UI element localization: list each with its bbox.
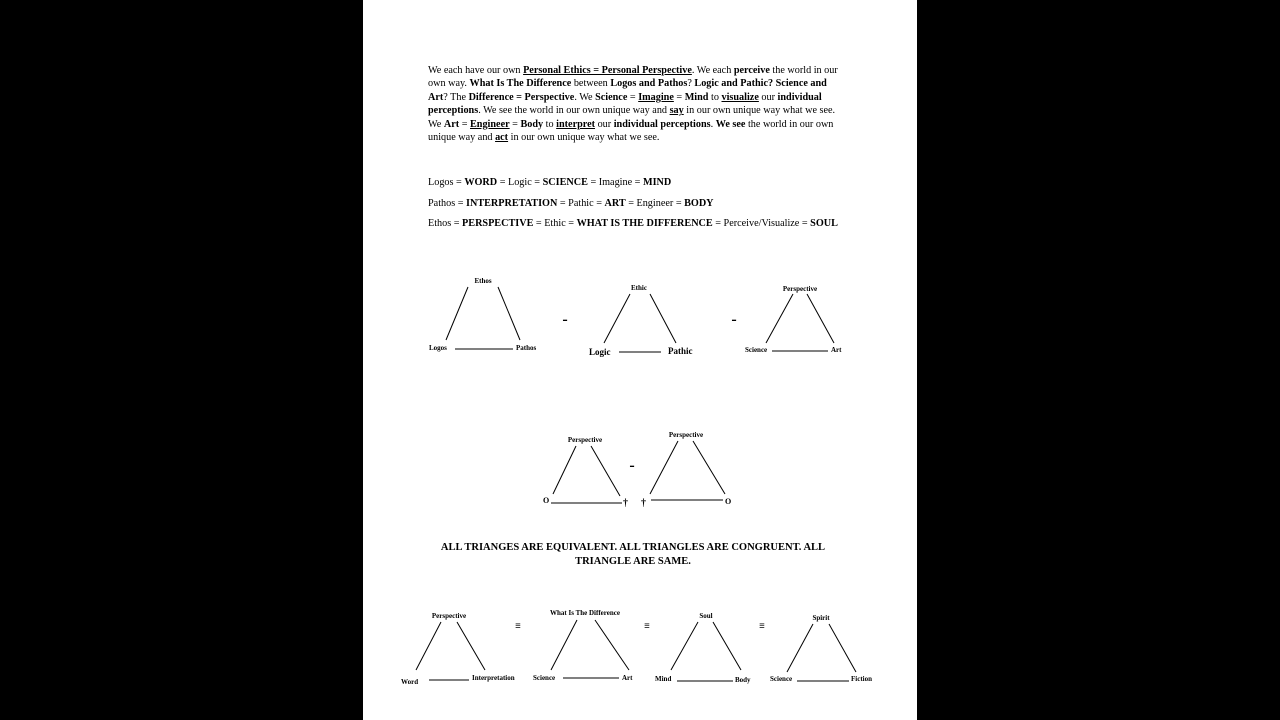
text-run: = bbox=[459, 118, 470, 130]
triangle-diagrams bbox=[363, 0, 917, 720]
vertex-label-top: Spirit bbox=[812, 614, 830, 622]
text-run: ? bbox=[687, 78, 695, 90]
separator-dash: - bbox=[629, 457, 635, 474]
text-run: Engineer bbox=[470, 118, 510, 130]
triangle-perspective-word-interpretation bbox=[401, 612, 515, 686]
text-run: . We bbox=[574, 91, 596, 103]
text-run: MIND bbox=[642, 177, 672, 188]
text-run: = Ethic = bbox=[533, 218, 577, 229]
triangle-ethic-logic-pathic bbox=[589, 284, 693, 357]
vertex-label-top: Ethos bbox=[474, 277, 492, 285]
separator-dash: - bbox=[562, 311, 568, 328]
text-run: the world in our own unique way and bbox=[428, 118, 834, 144]
text-run: ? The bbox=[443, 91, 469, 103]
text-run: perceive bbox=[733, 65, 770, 76]
text-run: BODY bbox=[684, 198, 714, 209]
vertex-label-right: Fiction bbox=[851, 675, 872, 683]
text-run: Art bbox=[443, 118, 460, 130]
vertex-label-top: What Is The Difference bbox=[550, 609, 620, 617]
text-run: We each have our own bbox=[428, 65, 524, 76]
text-run: say bbox=[669, 105, 684, 117]
text-run: Logic and Pathic? Science and Art bbox=[428, 78, 827, 103]
triangle-spirit-science-fiction bbox=[770, 614, 872, 683]
text-run: the world in our own way. bbox=[428, 65, 838, 90]
triangle-perspective-cross-o bbox=[641, 431, 731, 509]
vertex-label-top: Perspective bbox=[567, 436, 603, 444]
text-run: visualize bbox=[721, 91, 759, 103]
text-run: PERSPECTIVE bbox=[462, 218, 534, 229]
text-run: What Is The Difference bbox=[469, 78, 572, 90]
vertex-label-left: Logos bbox=[429, 344, 447, 352]
vertex-label-top: Perspective bbox=[431, 612, 467, 620]
separator-equivalent: ≡ bbox=[515, 621, 521, 632]
text-run: = Imagine = bbox=[587, 177, 643, 188]
triangle-soul-mind-body bbox=[655, 612, 751, 684]
text-run: in our own unique way what we see. We bbox=[428, 105, 836, 130]
text-run: WHAT IS THE DIFFERENCE bbox=[576, 218, 713, 229]
vertex-label-top: Perspective bbox=[668, 431, 704, 439]
text-run: act bbox=[495, 132, 509, 144]
text-run: WORD bbox=[464, 177, 498, 188]
vertex-label-right: † bbox=[623, 498, 628, 509]
vertex-label-top: Perspective bbox=[782, 285, 818, 293]
text-run: = Pathic = bbox=[557, 198, 605, 209]
text-run: = Engineer = bbox=[625, 198, 685, 209]
text-run: Pathos = bbox=[428, 198, 467, 209]
separator-dash: - bbox=[731, 311, 737, 328]
triangle-ethos-logos-pathos bbox=[429, 277, 537, 352]
text-run: = bbox=[673, 91, 685, 103]
text-run: . We see the world in our own unique way and bbox=[478, 105, 670, 117]
text-run: Imagine bbox=[638, 91, 674, 103]
text-run: ART bbox=[604, 198, 626, 209]
text-run: between bbox=[571, 78, 611, 90]
text-run: = Logic = bbox=[497, 177, 543, 188]
text-run: individual perceptions bbox=[428, 91, 822, 117]
text-run: Logos and Pathos bbox=[610, 78, 688, 90]
vertex-label-right: O bbox=[725, 497, 732, 506]
vertex-label-left: Science bbox=[533, 674, 556, 682]
vertex-label-left: Word bbox=[401, 678, 419, 686]
vertex-label-left: † bbox=[641, 498, 646, 509]
text-run: to bbox=[708, 91, 722, 103]
vertex-label-top: Soul bbox=[699, 612, 713, 620]
text-run: Mind bbox=[684, 91, 709, 103]
text-run: our bbox=[595, 118, 614, 130]
separator-equivalent: ≡ bbox=[644, 621, 650, 632]
text-run: to bbox=[543, 118, 557, 130]
text-run: in our own unique way what we see. bbox=[508, 132, 660, 144]
triangle-difference-science-art bbox=[533, 609, 633, 682]
text-run: Body bbox=[520, 118, 544, 130]
text-run: interpret bbox=[556, 118, 596, 130]
document-page bbox=[363, 0, 917, 720]
vertex-label-left: Logic bbox=[589, 347, 611, 357]
congruence-heading: ALL TRIANGES ARE EQUIVALENT. ALL TRIANGLES ARE CONGRUENT. ALL TRIANGLE ARE SAME. bbox=[440, 542, 826, 567]
text-run: . We each bbox=[691, 65, 734, 76]
text-run: our bbox=[758, 91, 778, 103]
text-run: Logos = bbox=[428, 177, 465, 188]
text-run: Difference = Perspective bbox=[468, 91, 575, 103]
text-run: SOUL bbox=[810, 218, 838, 229]
vertex-label-top: Ethic bbox=[631, 284, 647, 292]
text-run: Science bbox=[595, 91, 628, 103]
text-run: SCIENCE bbox=[542, 177, 588, 188]
text-run: individual perceptions bbox=[613, 118, 711, 130]
text-run: . bbox=[710, 118, 716, 130]
vertex-label-right: Body bbox=[735, 676, 751, 684]
vertex-label-right: Art bbox=[622, 674, 633, 682]
vertex-label-left: O bbox=[543, 496, 550, 505]
text-run: = bbox=[627, 91, 639, 103]
vertex-label-left: Mind bbox=[655, 675, 672, 683]
vertex-label-right: Art bbox=[831, 346, 842, 354]
vertex-label-left: Science bbox=[745, 346, 768, 354]
text-run: We see bbox=[715, 118, 746, 130]
vertex-label-left: Science bbox=[770, 675, 793, 683]
triangle-perspective-science-art bbox=[745, 285, 842, 354]
text-run: = Perceive/Visualize = bbox=[712, 218, 811, 229]
vertex-label-right: Pathos bbox=[516, 344, 537, 352]
text-run: Personal Ethics = Personal Perspective bbox=[523, 65, 692, 76]
text-run: INTERPRETATION bbox=[466, 198, 558, 209]
vertex-label-right: Pathic bbox=[668, 346, 693, 356]
triangle-perspective-o-cross bbox=[543, 436, 628, 509]
text-run: = bbox=[509, 118, 521, 130]
text-run: Ethos = bbox=[428, 218, 463, 229]
separator-equivalent: ≡ bbox=[759, 621, 765, 632]
vertex-label-right: Interpretation bbox=[472, 674, 515, 682]
